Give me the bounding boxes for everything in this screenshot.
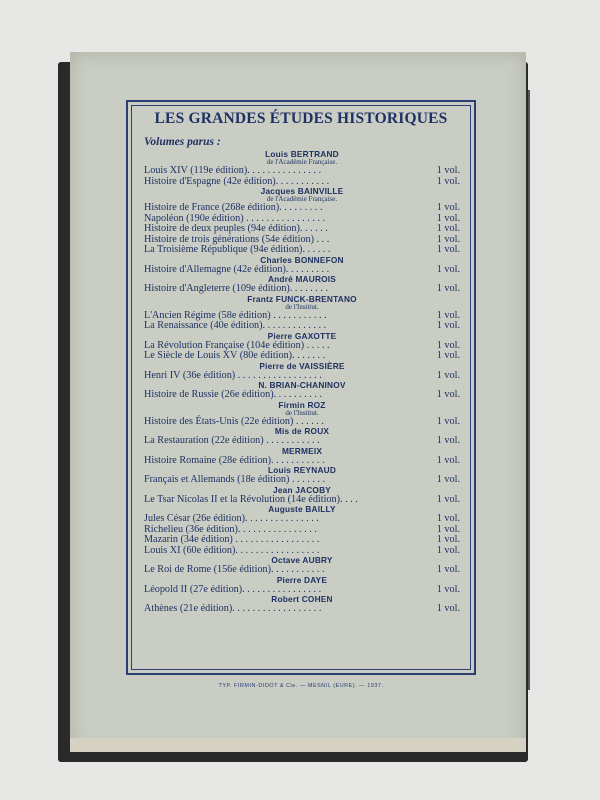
- author-name: N. BRIAN-CHANINOV: [258, 380, 346, 390]
- book-title: Français et Allemands (18e édition) . . . . . . .: [144, 474, 326, 485]
- book-entry: [144, 390, 460, 401]
- book-title: La Restauration (22e édition) . . . . . . . . . . .: [144, 435, 320, 446]
- book-entry: [144, 604, 460, 615]
- book-entry: [144, 565, 460, 576]
- book-title: La Troisième République (94e édition). . . . . .: [144, 244, 331, 255]
- volume-count: 1 vol.: [436, 415, 460, 427]
- book-title: La Renaissance (40e édition). . . . . . . . . . . . .: [144, 320, 327, 331]
- author-name: Robert COHEN: [271, 594, 333, 604]
- author-affiliation: de l'Institut.: [285, 408, 319, 417]
- volume-count: 1 vol.: [436, 309, 460, 321]
- volume-count: 1 vol.: [436, 513, 460, 524]
- volume-count: 1 vol.: [436, 534, 460, 545]
- volume-count: 1 vol.: [436, 212, 460, 224]
- book-title: Histoire de trois générations (54e édition) . . .: [144, 233, 330, 245]
- volume-count: 1 vol.: [436, 435, 460, 446]
- volume-count: 1 vol.: [436, 564, 460, 575]
- book-title: Richelieu (36e édition). . . . . . . . . . . . . . . .: [144, 523, 317, 535]
- volume-count: 1 vol.: [436, 283, 460, 294]
- book-page-edge: [70, 738, 526, 752]
- volume-count: 1 vol.: [436, 244, 460, 255]
- volume-count: 1 vol.: [436, 350, 460, 361]
- book-entry: [144, 546, 460, 557]
- book-title: Histoire d'Espagne (42e édition). . . . . . . . . . .: [144, 175, 330, 187]
- author-name: Auguste BAILLY: [268, 504, 336, 514]
- volume-count: 1 vol.: [436, 339, 460, 351]
- book-title: L'Ancien Régime (58e édition) . . . . . . . . . . .: [144, 309, 327, 321]
- list-frame: [126, 100, 476, 675]
- author-name: Charles BONNEFON: [260, 254, 344, 265]
- book-entry: [144, 321, 460, 332]
- book-entry: [144, 351, 460, 362]
- book-entry: [144, 585, 460, 596]
- series-title: LES GRANDES ÉTUDES HISTORIQUES: [154, 110, 448, 127]
- author-name: MERMEIX: [281, 445, 323, 456]
- book-title: Histoire d'Angleterre (109e édition). . . . . . . .: [144, 283, 329, 294]
- author-affiliation: de l'Institut.: [285, 302, 319, 311]
- volume-count: 1 vol.: [436, 202, 460, 213]
- book-title: Mazarin (34e édition) . . . . . . . . . . . . . . . . .: [144, 534, 320, 545]
- author-name: Jean JACOBY: [273, 484, 331, 495]
- book-title: Le Siècle de Louis XV (80e édition). . . . . . .: [144, 350, 326, 361]
- author-name: Pierre GAXOTTE: [267, 330, 337, 341]
- book-title: Jules César (26e édition). . . . . . . . . . . . . . .: [144, 513, 319, 524]
- volume-count: 1 vol.: [436, 223, 460, 234]
- book-entry: [144, 417, 460, 428]
- volumes-subtitle: Volumes parus :: [144, 136, 221, 148]
- book-title: Louis XIV (119e édition). . . . . . . . . . . . . . .: [144, 165, 322, 176]
- book-title: Histoire Romaine (28e édition). . . . . . . . . . .: [144, 454, 325, 466]
- book-title: Histoire de Russie (26e édition). . . . . . . . . .: [144, 389, 322, 400]
- book-entry: [144, 284, 460, 295]
- volume-count: 1 vol.: [436, 493, 460, 505]
- volume-count: 1 vol.: [436, 454, 460, 466]
- volume-count: 1 vol.: [436, 263, 460, 275]
- volume-count: 1 vol.: [436, 389, 460, 400]
- book-entry: [144, 371, 460, 382]
- author-name: Pierre de VAISSIÈRE: [259, 360, 345, 371]
- book-title: La Révolution Française (104e édition) . . . . .: [144, 339, 330, 351]
- author-name: Frantz FUNCK-BRENTANO: [247, 293, 357, 304]
- author-name: Jacques BAINVILLE: [260, 186, 344, 196]
- volume-count: 1 vol.: [436, 165, 460, 176]
- volume-count: 1 vol.: [436, 603, 460, 614]
- book-entry: [144, 245, 460, 256]
- printer-imprint: TYP. FIRMIN-DIDOT & Cie. — MESNIL (EURE). — 1937.: [218, 683, 384, 689]
- book-entry: [144, 456, 460, 467]
- volume-count: 1 vol.: [436, 474, 460, 485]
- book-entry: [144, 475, 460, 486]
- volume-count: 1 vol.: [436, 544, 460, 556]
- book-title: Napoléon (190e édition) . . . . . . . . . . . . . . . .: [144, 212, 326, 224]
- book-title: Henri IV (36e édition) . . . . . . . . . . . . . . . . .: [144, 369, 322, 381]
- book-title: Athènes (21e édition). . . . . . . . . . . . . . . . . .: [144, 603, 322, 614]
- volume-count: 1 vol.: [436, 320, 460, 331]
- book-title: Le Roi de Rome (156e édition). . . . . . . . . . .: [144, 564, 325, 575]
- volume-count: 1 vol.: [436, 523, 460, 535]
- author-name: Louis REYNAUD: [267, 465, 337, 475]
- book-title: Histoire de France (268e édition). . . . . . . . .: [144, 202, 323, 213]
- book-title: Histoire de deux peuples (94e édition). . . . . .: [144, 223, 328, 234]
- author-name: Pierre DAYE: [276, 574, 328, 585]
- book-title: Histoire des États-Unis (22e édition) . . . . . .: [144, 415, 324, 427]
- book-entry: [144, 436, 460, 447]
- volume-count: 1 vol.: [436, 369, 460, 381]
- author-affiliation: de l'Académie Française.: [266, 195, 338, 203]
- author-name: Louis BERTRAND: [265, 149, 339, 159]
- volume-count: 1 vol.: [436, 583, 460, 595]
- volume-count: 1 vol.: [436, 175, 460, 187]
- volume-count: 1 vol.: [436, 233, 460, 245]
- author-name: Octave AUBRY: [271, 555, 333, 565]
- book-title: Histoire d'Allemagne (42e édition). . . . . . . . .: [144, 263, 330, 275]
- author-affiliation: de l'Académie Française.: [266, 158, 338, 166]
- book-title: Léopold II (27e édition). . . . . . . . . . . . . . . .: [144, 583, 322, 595]
- book-title: Louis XI (60e édition). . . . . . . . . . . . . . . . .: [144, 544, 320, 556]
- volume-list: [144, 150, 460, 615]
- author-name: Mis de ROUX: [274, 426, 330, 436]
- book-title: Le Tsar Nicolas II et la Révolution (14e édition). . . .: [144, 493, 358, 505]
- book-entry: [144, 177, 460, 188]
- author-name: Firmin ROZ: [278, 399, 326, 410]
- page-edge-line: [528, 90, 530, 690]
- author-name: André MAUROIS: [267, 274, 337, 284]
- book-entry: [144, 265, 460, 276]
- book-entry: [144, 495, 460, 506]
